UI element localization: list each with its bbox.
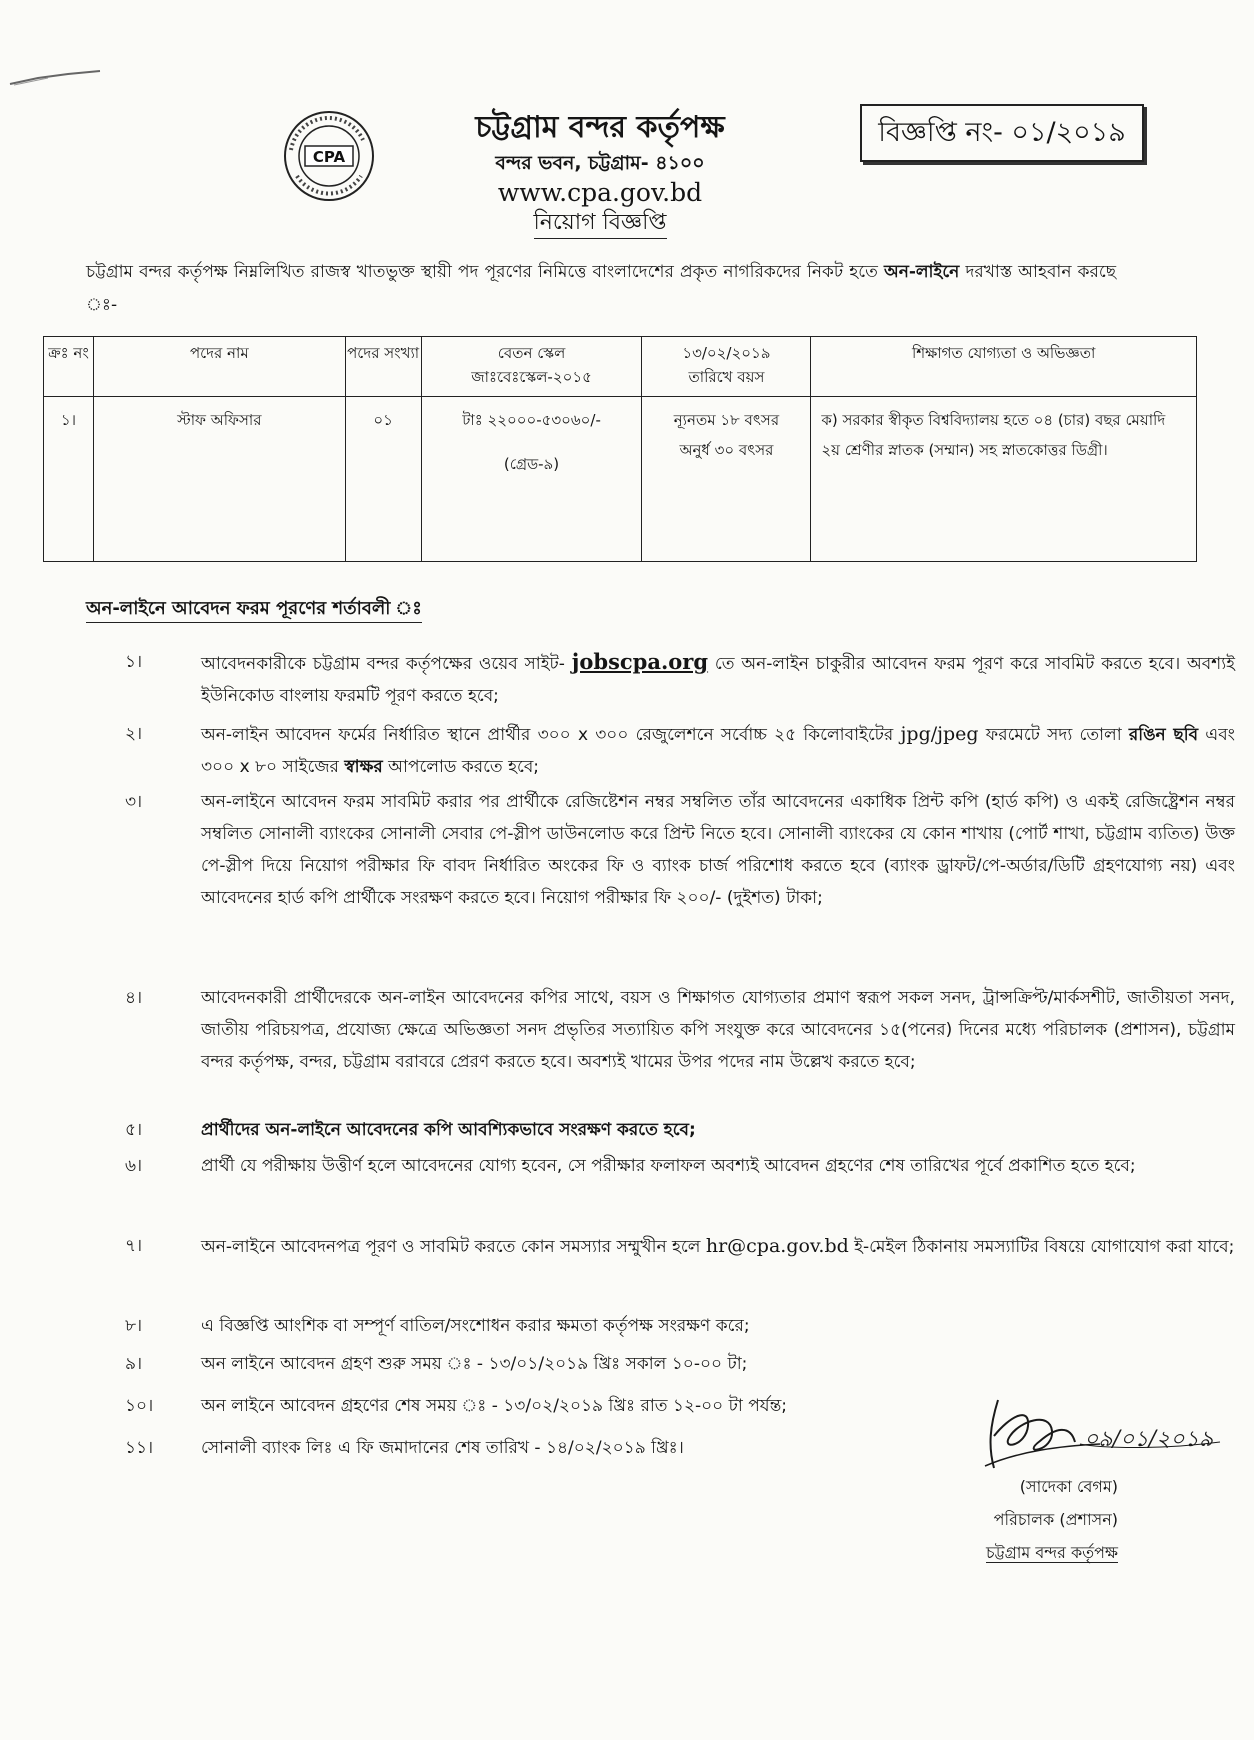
- condition-text-pre: অন-লাইন আবেদন ফর্মের নির্ধারিত স্থানে প্রার্থীর ৩০০ x ৩০০ রেজুলেশনে সর্বোচ্চ ২৫ কিলোবাইটের: [201, 725, 901, 745]
- intro-paragraph: [86, 256, 1116, 322]
- condition-text: [201, 1230, 1235, 1263]
- intro-bold: অন-লাইনে: [883, 262, 960, 282]
- intro-text-1: চট্টগ্রাম বন্দর কর্তৃপক্ষ নিম্নলিখিত রাজস্ব খাতভুক্ত স্থায়ী পদ পূরণের নিমিত্তে বাংলাদেশের প্রকৃত নাগরিকদের নিকট হতে: [86, 262, 884, 282]
- signatory-block: [918, 1470, 1118, 1569]
- condition-text-mid: ফরমেটে সদ্য তোলা: [978, 725, 1129, 745]
- condition-text-pre: আবেদনকারীকে চট্টগ্রাম বন্দর কর্তৃপক্ষের ওয়েব সাইট-: [201, 654, 572, 674]
- table-header-row: [44, 337, 1197, 397]
- handwritten-date: ০৯/০১/২০১৯: [1084, 1427, 1214, 1452]
- scale-header-line1: বেতন স্কেল: [497, 344, 566, 362]
- cell-qualification: ক) সরকার স্বীকৃত বিশ্ববিদ্যালয় হতে ০৪ (চার) বছর মেয়াদি ২য় শ্রেণীর স্নাতক (সম্মান) সহ স্নাতকোত্তর ডিগ্রী।: [811, 397, 1197, 562]
- condition-text-post: তে অন-লাইন চাকুরীর আবেদন ফরম পূরণ করে সাবমিট করতে হবে। অবশ্যই ইউনিকোড বাংলায় ফরমটি পূরণ করতে হবে;: [201, 654, 1236, 706]
- age-header-line1: ১৩/০২/২০১৯: [682, 344, 771, 362]
- contact-email[interactable]: hr@cpa.gov.bd: [705, 1235, 849, 1257]
- signatory-org: চট্টগ্রাম বন্দর কর্তৃপক্ষ: [986, 1543, 1118, 1562]
- condition-text-post: আপলোড করতে হবে;: [382, 757, 540, 777]
- color-photo-bold: রঙিন ছবি: [1128, 725, 1199, 745]
- table-row: [44, 397, 1197, 562]
- vacancy-table: [43, 336, 1197, 562]
- condition-num: ১১।: [125, 1438, 154, 1458]
- condition-num: ৬।: [125, 1156, 143, 1176]
- signatory-name: (সাদেকা বেগম): [1019, 1477, 1118, 1496]
- condition-num: ২।: [125, 724, 143, 744]
- condition-num: ৪।: [125, 988, 143, 1008]
- col-header-scale: [421, 337, 642, 397]
- jobscpa-link[interactable]: jobscpa.org: [571, 649, 709, 674]
- condition-num: ৩।: [125, 792, 143, 812]
- condition-num: ৫।: [125, 1120, 143, 1140]
- condition-text: প্রার্থীদের অন-লাইনে আবেদনের কপি আবশ্যিকভাবে সংরক্ষণ করতে হবে;: [201, 1120, 696, 1140]
- intro-text-2: দরখাস্ত আহবান করছে ঃ-: [86, 262, 1116, 315]
- cpa-logo-seal: [283, 110, 375, 202]
- condition-num: ৯।: [125, 1354, 143, 1374]
- cell-post: স্টাফ অফিসার: [93, 397, 345, 562]
- condition-text-post: ই-মেইল ঠিকানায় সমস্যাটির বিষয়ে যোগাযোগ করা যাবে;: [848, 1237, 1235, 1257]
- age-max: অনুর্ধ ৩০ বৎসর: [679, 441, 774, 459]
- condition-text: আবেদনকারী প্রার্থীদেরকে অন-লাইন আবেদনের কপির সাথে, বয়স ও শিক্ষাগত যোগ্যতার প্রমাণ স্বরূপ সকল সনদ, ট্রান্সক্রিপ্ট/মার্কসশীট, জাতীয়তা সনদ, জাতীয় পরিচয়পত্র, প্রযোজ্য ক্ষেত্রে অভিজ্ঞতা সনদ প্রভৃতির সত্যায়িত কপি সংযুক্ত করে আবেদনের ১৫(পনের) দিনের মধ্যে পরিচালক (প্রশাসন), চট্টগ্রাম বন্দর কর্তৃপক্ষ, বন্দর, চট্টগ্রাম বরাবরে প্রেরণ করতে হবে। অবশ্যই খামের উপর পদের নাম উল্লেখ করতে হবে;: [201, 988, 1235, 1072]
- signature-bold: স্বাক্ষর: [344, 757, 383, 777]
- org-website: www.cpa.gov.bd: [497, 178, 703, 207]
- cell-count: ০১: [345, 397, 421, 562]
- org-name: চট্টগ্রাম বন্দর কর্তৃপক্ষ: [475, 110, 725, 145]
- condition-text: অন লাইনে আবেদন গ্রহণ শুরু সময় ঃ - ১৩/০১/২০১৯ খ্রিঃ সকাল ১০-০০ টা;: [201, 1354, 748, 1374]
- cell-sl: ১।: [44, 397, 94, 562]
- scale-header-line2: জাঃবেঃস্কেল-২০১৫: [471, 368, 592, 386]
- notice-number-box: বিজ্ঞপ্তি নং- ০১/২০১৯: [860, 104, 1144, 162]
- condition-text-mid2: এবং ৩০০ x ৮০ সাইজের: [201, 725, 1235, 777]
- notice-type: নিয়োগ বিজ্ঞপ্তি: [534, 208, 667, 239]
- col-header-post: পদের নাম: [93, 337, 345, 397]
- age-header-line2: তারিখে বয়স: [688, 368, 765, 386]
- age-min: ন্যূনতম ১৮ বৎসর: [673, 411, 780, 429]
- col-header-sl: ক্রঃ নং: [44, 337, 94, 397]
- grade-value: (গ্রেড-৯): [503, 455, 560, 473]
- condition-text: অন-লাইনে আবেদন ফরম সাবমিট করার পর প্রার্থীকে রেজিষ্টেশন নম্বর সম্বলিত তাঁর আবেদনের একাধিক প্রিন্ট কপি (হার্ড কপি) ও একই রেজিষ্ট্রেশন নম্বর সম্বলিত সোনালী ব্যাংকের সোনালী সেবার পে-স্লীপ ডাউনলোড করে প্রিন্ট নিতে হবে। সোনালী ব্যাংকের যে কোন শাখায় (পোর্ট শাখা, চট্টগ্রাম ব্যতিত) উক্ত পে-স্লীপ দিয়ে নিয়োগ পরীক্ষার ফি বাবদ নির্ধারিত অংকের ফি ও ব্যাংক চার্জ পরিশোধ করতে হবে (ব্যাংক ড্রাফট/পে-অর্ডার/ডিটি গ্রহণযোগ্য নয়) এবং আবেদনের হার্ড কপি প্রার্থীকে সংরক্ষণ করতে হবে। নিয়োগ পরীক্ষার ফি ২০০/- (দুইশত) টাকা;: [201, 792, 1235, 908]
- file-format: jpg/jpeg: [900, 723, 979, 745]
- condition-text: প্রার্থী যে পরীক্ষায় উত্তীর্ণ হলে আবেদনের যোগ্য হবেন, সে পরীক্ষার ফলাফল অবশ্যই আবেদন গ্রহণের শেষ তারিখের পূর্বে প্রকাশিত হতে হবে;: [201, 1156, 1136, 1176]
- condition-num: ১।: [125, 652, 143, 672]
- condition-num: ৮।: [125, 1316, 143, 1336]
- condition-text: অন লাইনে আবেদন গ্রহণের শেষ সময় ঃ - ১৩/০২/২০১৯ খ্রিঃ রাত ১২-০০ টা পর্যন্ত;: [201, 1396, 788, 1416]
- condition-text: সোনালী ব্যাংক লিঃ এ ফি জমাদানের শেষ তারিখ - ১৪/০২/২০১৯ খ্রিঃ।: [201, 1438, 684, 1458]
- scale-value: টাঃ ২২০০০-৫৩০৬০/-: [462, 411, 601, 429]
- condition-num: ১০।: [125, 1396, 154, 1416]
- col-header-qualification: শিক্ষাগত যোগ্যতা ও অভিজ্ঞতা: [811, 337, 1197, 397]
- pen-scratch-mark: [8, 70, 103, 86]
- signatory-designation: পরিচালক (প্রশাসন): [993, 1510, 1118, 1529]
- col-header-age: [642, 337, 811, 397]
- condition-text: এ বিজ্ঞপ্তি আংশিক বা সম্পূর্ণ বাতিল/সংশোধন করার ক্ষমতা কর্তৃপক্ষ সংরক্ষণ করে;: [201, 1316, 750, 1336]
- letterhead: [430, 108, 770, 239]
- condition-num: ৭।: [125, 1236, 143, 1256]
- col-header-count: পদের সংখ্যা: [345, 337, 421, 397]
- conditions-title: অন-লাইনে আবেদন ফরম পূরণের শর্তাবলী ঃ: [86, 596, 422, 623]
- condition-text: [201, 646, 1235, 712]
- svg-text:CPA: CPA: [312, 148, 346, 166]
- condition-text-pre: অন-লাইনে আবেদনপত্র পূরণ ও সাবমিট করতে কোন সমস্যার সম্মুখীন হলে: [201, 1237, 706, 1257]
- org-address: বন্দর ভবন, চট্টগ্রাম- ৪১০০: [495, 152, 705, 174]
- cell-age: [642, 397, 811, 562]
- handwritten-signature: [980, 1396, 1230, 1476]
- condition-text: [201, 718, 1235, 783]
- cell-scale: [421, 397, 642, 562]
